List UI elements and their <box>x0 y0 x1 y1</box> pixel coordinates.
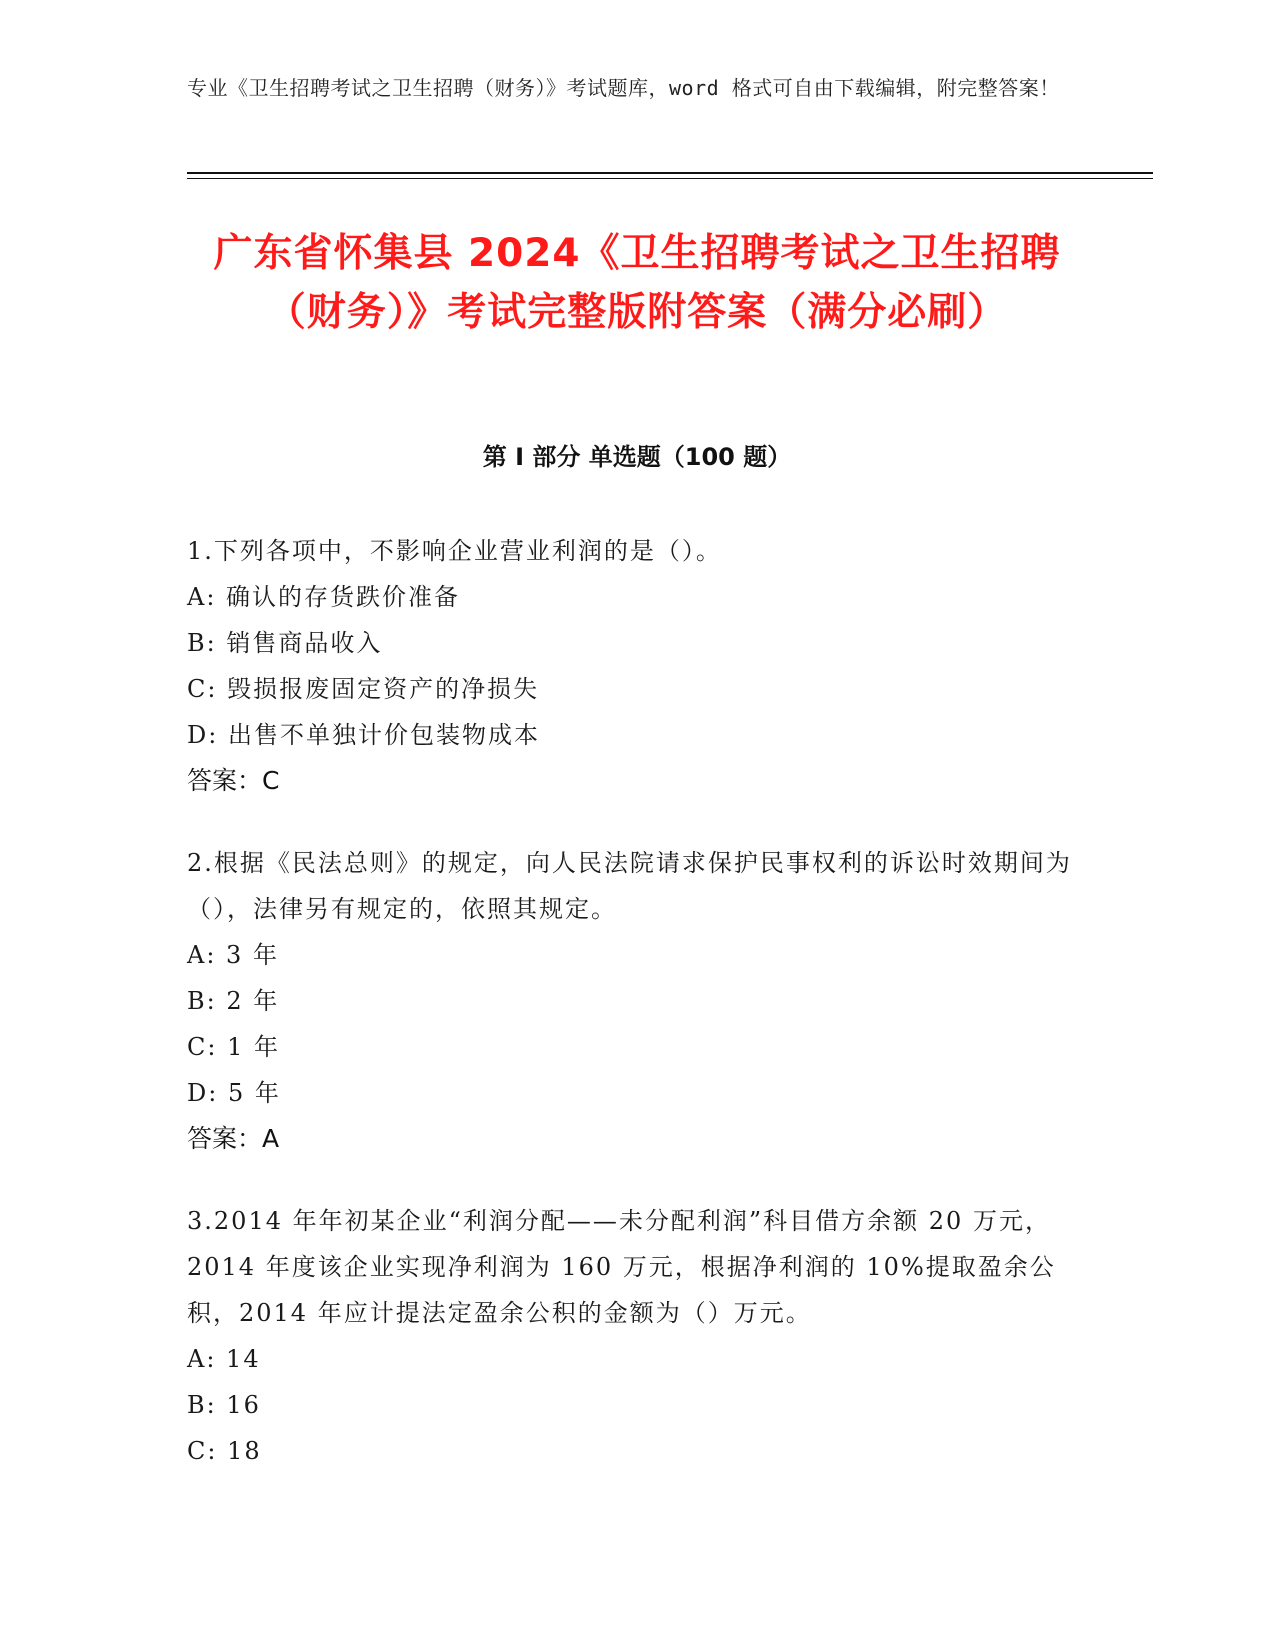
question-item <box>187 528 1087 804</box>
option-b: B: 2 年 <box>187 987 280 1015</box>
option-c: C: 1 年 <box>187 1033 280 1061</box>
option-c: C: 18 <box>187 1437 262 1465</box>
question-text: 2.根据《民法总则》的规定，向人民法院请求保护民事权利的诉讼时效期间为（），法律另有规定的，依照其规定。 <box>187 849 1072 923</box>
option-a: A: 3 年 <box>187 941 279 969</box>
header-divider-top <box>187 172 1153 174</box>
question-item <box>187 1198 1087 1474</box>
option-d: D: 出售不单独计价包装物成本 <box>187 721 540 749</box>
question-item <box>187 840 1087 1162</box>
answer-text: 答案：A <box>187 1124 280 1153</box>
section-title: 第 I 部分 单选题（100 题） <box>482 443 792 471</box>
header-note: 专业《卫生招聘考试之卫生招聘（财务）》考试题库，word 格式可自由下载编辑，附完整答案！ <box>187 76 1060 100</box>
option-b: B: 销售商品收入 <box>187 629 383 657</box>
header-divider-bottom <box>187 178 1153 179</box>
question-list <box>187 528 1087 1510</box>
question-text: 3.2014 年年初某企业“利润分配——未分配利润”科目借方余额 20 万元，2014 年度该企业实现净利润为 160 万元，根据净利润的 10%提取盈余公积，2014 年应计提法定盈余公积的金额为（）万元。 <box>187 1207 1056 1327</box>
question-text: 1.下列各项中，不影响企业营业利润的是（）。 <box>187 537 722 565</box>
document-title: 广东省怀集县 2024《卫生招聘考试之卫生招聘（财务）》考试完整版附答案（满分必刷） <box>213 231 1061 335</box>
answer-text: 答案：C <box>187 766 280 795</box>
option-c: C: 毁损报废固定资产的净损失 <box>187 675 540 703</box>
option-a: A: 14 <box>187 1345 261 1373</box>
option-a: A: 确认的存货跌价准备 <box>187 583 461 611</box>
option-d: D: 5 年 <box>187 1079 281 1107</box>
option-b: B: 16 <box>187 1391 261 1419</box>
